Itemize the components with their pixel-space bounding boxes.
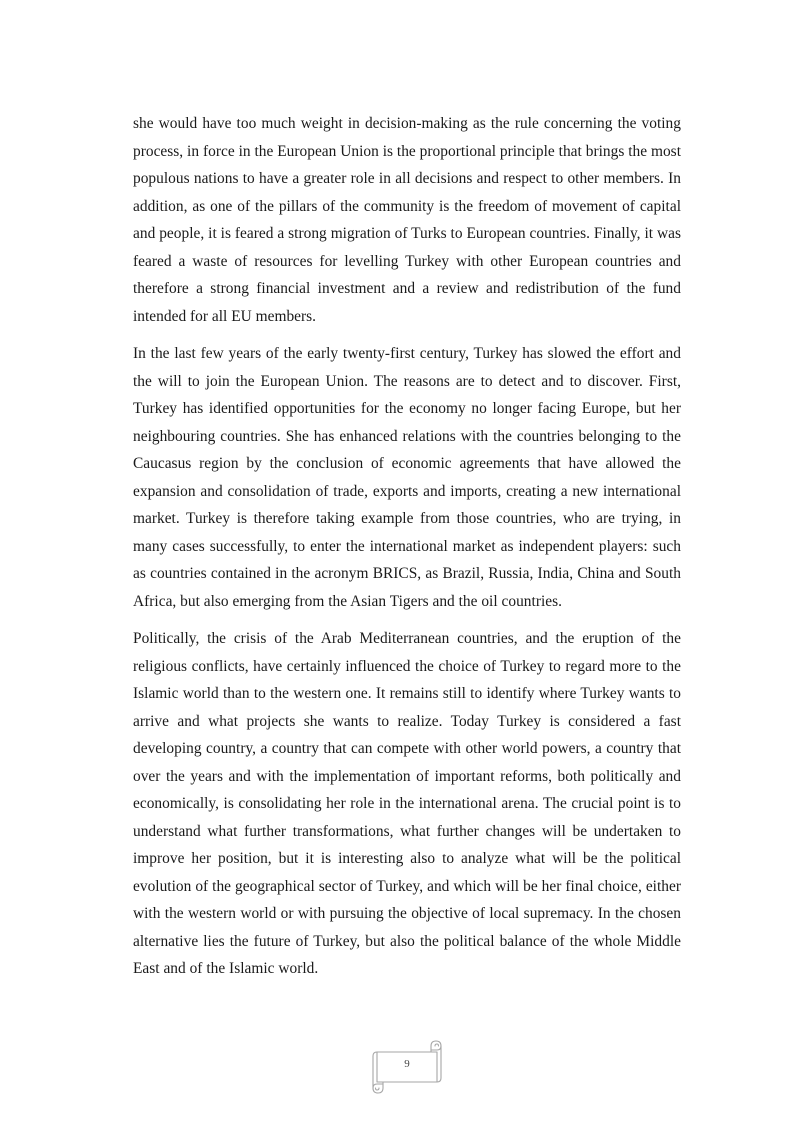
paragraph-1: she would have too much weight in decision-making as the rule concerning the voting process, in force in the European Union is the proportional principle that brings the most populous nations to have a greater role in all decisions and respect to other members. In addition, as one of the pillars of the community is the freedom of movement of capital and people, it is feared a strong migration of Turks to European countries. Finally, it was feared a waste of resources for levelling Turkey with other European countries and therefore a strong financial investment and a review and redistribution of the fund intended for all EU members. <box>133 115 681 325</box>
page-number: 9 <box>404 1058 410 1070</box>
paragraph-2: In the last few years of the early twenty-first century, Turkey has slowed the effort and the will to join the European Union. The reasons are to detect and to discover. First, Turkey has identified opportunities for the economy no longer facing Europe, but her neighbouring countries. She has enhanced relations with the countries belonging to the Caucasus region by the conclusion of economic agreements that have allowed the expansion and consolidation of trade, exports and imports, creating a new international market. Turkey is therefore taking example from those countries, who are trying, in many cases successfully, to enter the international market as independent players: such as countries contained in the acronym BRICS, as Brazil, Russia, India, China and South Africa, but also emerging from the Asian Tigers and the oil countries. <box>133 345 681 610</box>
paragraph-3: Politically, the crisis of the Arab Mediterranean countries, and the eruption of the religious conflicts, have certainly influenced the choice of Turkey to regard more to the Islamic world than to the western one. It remains still to identify where Turkey wants to arrive and what projects she wants to realize. Today Turkey is considered a fast developing country, a country that can compete with other world powers, a country that over the years and with the implementation of important reforms, both politically and economically, is consolidating her role in the international arena. The crucial point is to understand what further transformations, what further changes will be undertaken to improve her position, but it is interesting also to analyze what will be the political evolution of the geographical sector of Turkey, and which will be her final choice, either with the western world or with pursuing the objective of local supremacy. In the chosen alternative lies the future of Turkey, but also the political balance of the whole Middle East and of the Islamic world. <box>133 630 681 977</box>
page-number-footer <box>369 1038 445 1096</box>
body-text <box>133 110 681 993</box>
